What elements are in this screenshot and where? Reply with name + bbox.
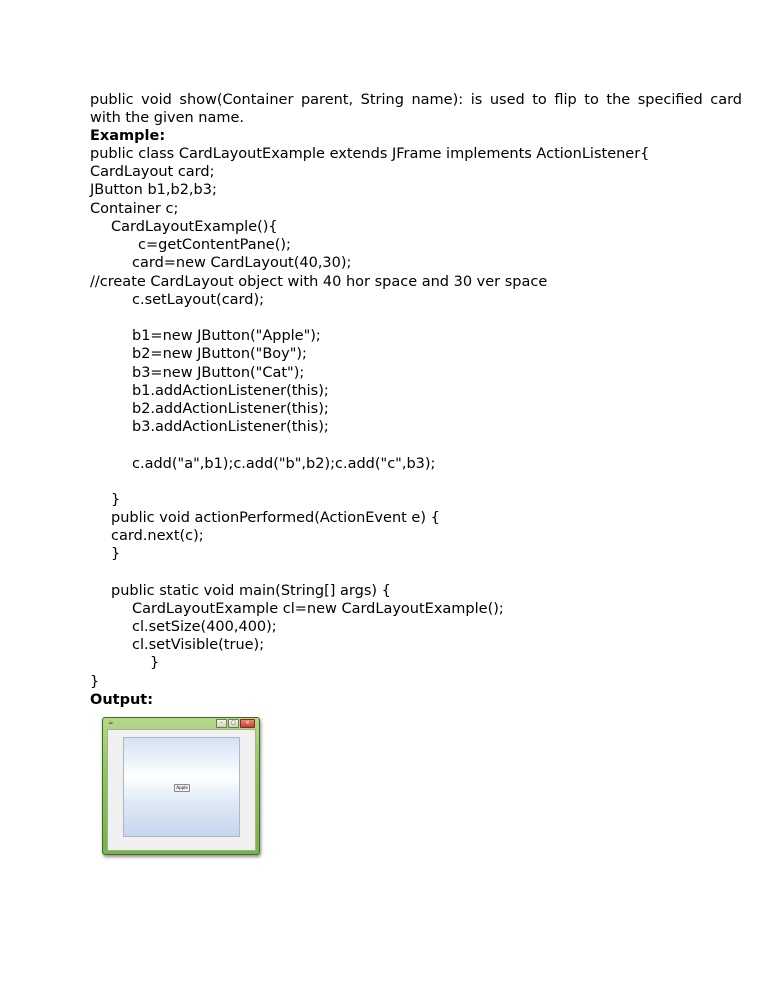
code-line: CardLayoutExample(){ [111,219,278,235]
code-line: } [90,674,100,690]
code-line: card.next(c); [111,528,204,544]
window-client-area [107,729,256,851]
intro-line-1: public void show(Container parent, String name): is used to flip to the specified card [90,92,742,108]
java-cup-icon: ☕ [108,719,114,726]
card-layout-panel [123,737,240,837]
code-line: } [150,655,160,671]
apple-button[interactable]: Apple [174,784,190,792]
code-line: } [111,546,121,562]
maximize-button[interactable]: □ [228,719,239,728]
code-line: b1.addActionListener(this); [132,383,329,399]
code-line: //create CardLayout object with 40 hor space and 30 ver space [90,274,548,290]
close-button[interactable]: × [240,719,255,728]
code-line: c.add("a",b1);c.add("b",b2);c.add("c",b3); [132,456,436,472]
code-line: card=new CardLayout(40,30); [132,255,352,271]
code-line: public class CardLayoutExample extends JFrame implements ActionListener{ [90,146,650,162]
code-line: cl.setSize(400,400); [132,619,277,635]
output-window-screenshot [102,717,260,855]
code-line: b2.addActionListener(this); [132,401,329,417]
window-controls [216,719,255,726]
code-line: Container c; [90,201,179,217]
code-line: c=getContentPane(); [138,237,291,253]
code-line: } [111,492,121,508]
code-line: CardLayoutExample cl=new CardLayoutExample(); [132,601,504,617]
code-line: public static void main(String[] args) { [111,583,391,599]
code-line: b3.addActionListener(this); [132,419,329,435]
intro-line-2: with the given name. [90,110,245,126]
code-line: JButton b1,b2,b3; [90,182,217,198]
code-line: c.setLayout(card); [132,292,265,308]
code-line: public void actionPerformed(ActionEvent e) { [111,510,440,526]
window-title-bar [103,718,259,728]
minimize-button[interactable]: – [216,719,227,728]
code-line: b3=new JButton("Cat"); [132,365,305,381]
code-line: b1=new JButton("Apple"); [132,328,321,344]
code-line: cl.setVisible(true); [132,637,265,653]
example-heading: Example: [90,128,166,144]
output-heading: Output: [90,692,154,708]
code-line: b2=new JButton("Boy"); [132,346,307,362]
code-line: CardLayout card; [90,164,215,180]
